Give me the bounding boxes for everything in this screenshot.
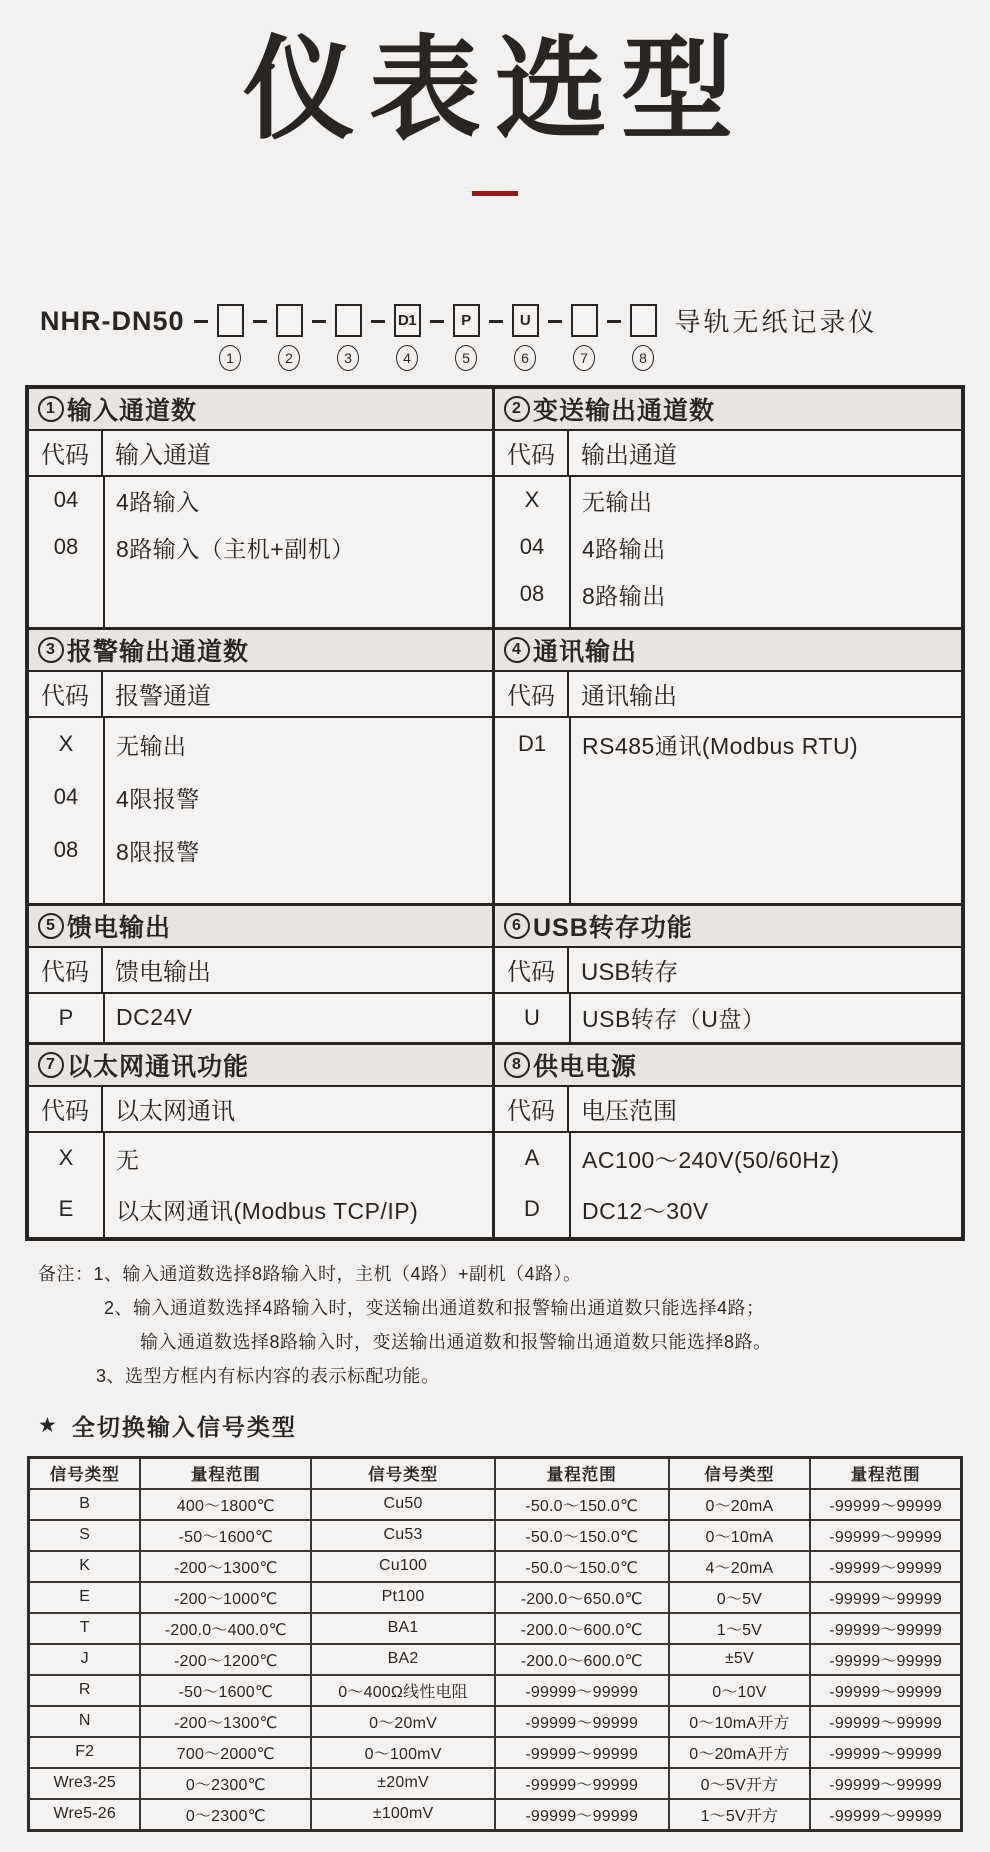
section-rows [29, 994, 492, 1042]
selection-row [495, 718, 961, 771]
signal-header-cell: 量程范围 [495, 1457, 669, 1489]
signal-cell: BA2 [311, 1644, 495, 1675]
section-subheader [29, 672, 492, 718]
model-slot-box: U [512, 304, 539, 337]
section-title: 输入通道数 [67, 396, 198, 425]
note-line: 2、输入通道数选择4路输入时，变送输出通道数和报警输出通道数只能选择4路； [104, 1297, 765, 1318]
model-slot-number: 1 [219, 345, 241, 371]
desc-header-cell: 通讯输出 [581, 683, 677, 711]
signal-cell: -99999～99999 [810, 1582, 961, 1613]
desc-cell: 无输出 [582, 488, 653, 515]
model-slot-number: 3 [337, 345, 359, 371]
desc-cell: DC24V [116, 1004, 193, 1031]
signal-type-table [27, 1456, 963, 1832]
signal-cell: -50～1600℃ [140, 1675, 311, 1706]
signal-cell: -200～1300℃ [140, 1706, 311, 1737]
signal-cell: Cu100 [311, 1551, 495, 1582]
signal-cell: 0～100mV [311, 1737, 495, 1768]
signal-cell: 0～2300℃ [140, 1799, 311, 1831]
code-cell: D [524, 1196, 540, 1222]
desc-cell: 8限报警 [116, 838, 200, 865]
model-slot-box [276, 304, 303, 337]
star-icon: ★ [38, 1413, 59, 1437]
selection-section [495, 906, 961, 1042]
signal-header-cell: 量程范围 [810, 1457, 961, 1489]
model-slot [217, 304, 244, 371]
signal-cell: 700～2000℃ [140, 1737, 311, 1768]
model-slot [394, 304, 421, 371]
signal-cell: S [29, 1520, 141, 1551]
selection-row [495, 524, 961, 571]
code-header-cell: 代码 [29, 672, 103, 716]
section-rows [29, 477, 492, 627]
section-band [495, 1045, 961, 1087]
note-line: 3、选型方框内有标内容的表示标配功能。 [96, 1365, 440, 1386]
section-title: 通讯输出 [533, 637, 638, 666]
model-slot-number: 4 [396, 345, 418, 371]
section-band [495, 906, 961, 948]
selection-row [29, 477, 492, 524]
desc-cell: 4限报警 [116, 785, 200, 812]
code-header-cell: 代码 [495, 672, 569, 716]
section-subheader [29, 431, 492, 477]
selection-pair [29, 1045, 961, 1237]
section-title: 供电电源 [533, 1052, 638, 1081]
section-number: 5 [38, 913, 64, 939]
signal-cell: -50～1600℃ [140, 1520, 311, 1551]
selection-row [495, 994, 961, 1042]
selection-row [29, 1133, 492, 1184]
code-cell: 04 [519, 534, 545, 560]
signal-cell: 1～5V开方 [669, 1799, 811, 1831]
signal-header-cell: 信号类型 [311, 1457, 495, 1489]
signal-row [29, 1675, 962, 1706]
signal-cell: -99999～99999 [810, 1737, 961, 1768]
code-header-cell: 代码 [29, 431, 103, 475]
signal-cell: F2 [29, 1737, 141, 1768]
signal-cell: R [29, 1675, 141, 1706]
signal-cell: -200.0～400.0℃ [140, 1613, 311, 1644]
section-subheader [495, 1087, 961, 1133]
selection-row [29, 524, 492, 571]
code-cell: 04 [53, 784, 79, 810]
section-rows [495, 477, 961, 627]
section-rows [495, 718, 961, 903]
code-cell: U [524, 1004, 540, 1030]
section-band [29, 1045, 492, 1087]
selection-section [29, 906, 495, 1042]
signal-header-row [29, 1457, 962, 1489]
signal-cell: Pt100 [311, 1582, 495, 1613]
signal-cell: -99999～99999 [495, 1675, 669, 1706]
selection-row [29, 1184, 492, 1235]
desc-cell: 8路输出 [582, 582, 666, 609]
signal-cell: T [29, 1613, 141, 1644]
model-ordering-line [40, 304, 990, 371]
signal-cell: K [29, 1551, 141, 1582]
selection-row [495, 1133, 961, 1184]
desc-header-cell: 电压范围 [581, 1098, 677, 1126]
section-subheader [495, 672, 961, 718]
signal-cell: 400～1800℃ [140, 1489, 311, 1520]
section-number: 4 [504, 637, 530, 663]
signal-cell: -200.0～600.0℃ [495, 1644, 669, 1675]
signal-cell: E [29, 1582, 141, 1613]
section-number: 3 [38, 637, 64, 663]
model-suffix: 导轨无纸记录仪 [674, 306, 878, 337]
signal-cell: -50.0～150.0℃ [495, 1520, 669, 1551]
signal-cell: Cu53 [311, 1520, 495, 1551]
signal-cell: -99999～99999 [810, 1613, 961, 1644]
section-title: USB转存功能 [533, 913, 693, 942]
signal-cell: -99999～99999 [810, 1644, 961, 1675]
section-title: 馈电输出 [67, 913, 172, 942]
model-slot-number: 6 [514, 345, 536, 371]
signal-cell: -99999～99999 [810, 1551, 961, 1582]
model-slot-number: 5 [455, 345, 477, 371]
model-slot-box [217, 304, 244, 337]
section-subheader [495, 431, 961, 477]
section-band [495, 630, 961, 672]
signal-cell: -200～1000℃ [140, 1582, 311, 1613]
code-header-cell: 代码 [495, 948, 569, 992]
signal-cell: -99999～99999 [495, 1737, 669, 1768]
desc-header-cell: USB转存 [581, 959, 679, 987]
signal-row [29, 1706, 962, 1737]
signal-cell: 1～5V [669, 1613, 811, 1644]
section-subheader [495, 948, 961, 994]
model-slot-box [335, 304, 362, 337]
desc-cell: 无 [116, 1146, 140, 1173]
model-slot-number: 7 [573, 345, 595, 371]
code-cell: D1 [517, 731, 547, 757]
signal-cell: 0～10V [669, 1675, 811, 1706]
signal-row [29, 1613, 962, 1644]
signal-cell: 0～5V [669, 1582, 811, 1613]
section-band [495, 389, 961, 431]
model-slot-box: D1 [394, 304, 421, 337]
selection-section [495, 630, 961, 903]
signal-header-cell: 信号类型 [669, 1457, 811, 1489]
signal-cell: -99999～99999 [810, 1520, 961, 1551]
section-band [29, 906, 492, 948]
selection-row [29, 718, 492, 771]
model-prefix: NHR-DN50 [40, 305, 185, 336]
desc-header-cell: 输入通道 [115, 442, 211, 470]
dash-separator [371, 320, 385, 323]
signal-cell: ±5V [669, 1644, 811, 1675]
signal-row [29, 1551, 962, 1582]
model-slot [630, 304, 657, 371]
signal-header-cell: 信号类型 [29, 1457, 141, 1489]
note-line: 备注：1、输入通道数选择8路输入时，主机（4路）+副机（4路）。 [38, 1263, 582, 1284]
selection-row [29, 824, 492, 877]
signal-row [29, 1489, 962, 1520]
signal-cell: -99999～99999 [495, 1768, 669, 1799]
code-cell: A [524, 1145, 540, 1171]
desc-cell: 4路输出 [582, 535, 666, 562]
signal-section-heading [38, 1409, 990, 1442]
model-slot [571, 304, 598, 371]
dash-separator [430, 320, 444, 323]
code-cell: 04 [53, 487, 79, 513]
signal-row [29, 1520, 962, 1551]
note-line: 输入通道数选择8路输入时，变送输出通道数和报警输出通道数只能选择8路。 [140, 1331, 772, 1352]
model-slot-box: P [453, 304, 480, 337]
signal-cell: -99999～99999 [810, 1706, 961, 1737]
code-cell: X [58, 731, 74, 757]
code-header-cell: 代码 [29, 948, 103, 992]
dash-separator [548, 320, 562, 323]
signal-cell: BA1 [311, 1613, 495, 1644]
desc-cell: USB转存（U盘） [582, 1006, 766, 1033]
dash-separator [253, 320, 267, 323]
desc-header-cell: 输出通道 [581, 442, 677, 470]
signal-row [29, 1582, 962, 1613]
code-cell: X [524, 487, 540, 513]
desc-cell: 无输出 [116, 732, 187, 759]
desc-header-cell: 以太网通讯 [115, 1098, 235, 1126]
selection-pair [29, 906, 961, 1045]
section-subheader [29, 948, 492, 994]
signal-cell: 0～20mV [311, 1706, 495, 1737]
selection-row [495, 477, 961, 524]
code-cell: X [58, 1145, 74, 1171]
signal-cell: -200.0～650.0℃ [495, 1582, 669, 1613]
desc-cell: DC12～30V [582, 1197, 709, 1224]
section-number: 2 [504, 396, 530, 422]
signal-cell: -50.0～150.0℃ [495, 1551, 669, 1582]
signal-cell: ±20mV [311, 1768, 495, 1799]
signal-cell: -200.0～600.0℃ [495, 1613, 669, 1644]
selection-section [495, 389, 961, 627]
code-cell: E [58, 1196, 74, 1222]
signal-cell: -99999～99999 [810, 1675, 961, 1706]
signal-cell: -50.0～150.0℃ [495, 1489, 669, 1520]
desc-cell: RS485通讯(Modbus RTU) [582, 732, 859, 759]
signal-cell: -99999～99999 [495, 1706, 669, 1737]
section-band [29, 389, 492, 431]
signal-cell: 0～20mA开方 [669, 1737, 811, 1768]
signal-row [29, 1799, 962, 1831]
selection-table [25, 385, 965, 1241]
signal-cell: Wre5-26 [29, 1799, 141, 1831]
selection-row [29, 771, 492, 824]
section-title: 变送输出通道数 [533, 396, 716, 425]
code-header-cell: 代码 [29, 1087, 103, 1131]
model-slot-number: 8 [632, 345, 654, 371]
dash-separator [194, 320, 208, 323]
signal-cell: -200～1300℃ [140, 1551, 311, 1582]
signal-cell: J [29, 1644, 141, 1675]
signal-cell: 4～20mA [669, 1551, 811, 1582]
model-slot [512, 304, 539, 371]
dash-separator [607, 320, 621, 323]
signal-heading-text: 全切换输入信号类型 [71, 1413, 297, 1440]
signal-cell: 0～10mA [669, 1520, 811, 1551]
signal-cell: ±100mV [311, 1799, 495, 1831]
selection-row [495, 1184, 961, 1235]
model-slot-number: 2 [278, 345, 300, 371]
signal-cell: -99999～99999 [810, 1768, 961, 1799]
signal-cell: 0～10mA开方 [669, 1706, 811, 1737]
page-title: 仪表选型 [243, 27, 747, 152]
section-rows [29, 1133, 492, 1237]
signal-row [29, 1768, 962, 1799]
section-number: 1 [38, 396, 64, 422]
model-slot-box [630, 304, 657, 337]
signal-cell: Wre3-25 [29, 1768, 141, 1799]
signal-cell: 0～5V开方 [669, 1768, 811, 1799]
signal-cell: N [29, 1706, 141, 1737]
signal-cell: Cu50 [311, 1489, 495, 1520]
desc-header-cell: 报警通道 [115, 683, 211, 711]
section-number: 8 [504, 1052, 530, 1078]
desc-cell: 4路输入 [116, 488, 200, 515]
dash-separator [489, 320, 503, 323]
model-slot-box [571, 304, 598, 337]
selection-row [29, 994, 492, 1042]
desc-cell: 以太网通讯(Modbus TCP/IP) [116, 1197, 419, 1224]
selection-row [495, 571, 961, 618]
selection-section [29, 389, 495, 627]
signal-cell: B [29, 1489, 141, 1520]
section-title: 报警输出通道数 [67, 637, 250, 666]
section-subheader [29, 1087, 492, 1133]
signal-cell: -99999～99999 [810, 1799, 961, 1831]
section-title: 以太网通讯功能 [67, 1052, 250, 1081]
code-cell: P [58, 1004, 74, 1030]
signal-cell: -99999～99999 [495, 1799, 669, 1831]
signal-row [29, 1737, 962, 1768]
signal-cell: 0～400Ω线性电阻 [311, 1675, 495, 1706]
selection-pair [29, 389, 961, 630]
model-slots [185, 304, 657, 371]
title-underline [472, 191, 518, 196]
model-slot [276, 304, 303, 371]
section-rows [495, 1133, 961, 1237]
code-cell: 08 [53, 837, 79, 863]
code-cell: 08 [53, 534, 79, 560]
desc-cell: 8路输入（主机+副机） [116, 535, 355, 562]
section-rows [29, 718, 492, 903]
notes-block [38, 1257, 990, 1393]
desc-cell: AC100～240V(50/60Hz) [582, 1146, 840, 1173]
signal-header-cell: 量程范围 [140, 1457, 311, 1489]
desc-header-cell: 馈电输出 [115, 959, 211, 987]
selection-pair [29, 630, 961, 906]
code-cell: 08 [519, 581, 545, 607]
selection-section [29, 1045, 495, 1237]
code-header-cell: 代码 [495, 431, 569, 475]
section-rows [495, 994, 961, 1042]
signal-row [29, 1644, 962, 1675]
model-slot [335, 304, 362, 371]
selection-section [29, 630, 495, 903]
section-number: 6 [504, 913, 530, 939]
code-header-cell: 代码 [495, 1087, 569, 1131]
signal-cell: 0～20mA [669, 1489, 811, 1520]
signal-cell: 0～2300℃ [140, 1768, 311, 1799]
signal-cell: -99999～99999 [810, 1489, 961, 1520]
section-band [29, 630, 492, 672]
signal-cell: -200～1200℃ [140, 1644, 311, 1675]
model-slot [453, 304, 480, 371]
dash-separator [312, 320, 326, 323]
selection-section [495, 1045, 961, 1237]
section-number: 7 [38, 1052, 64, 1078]
